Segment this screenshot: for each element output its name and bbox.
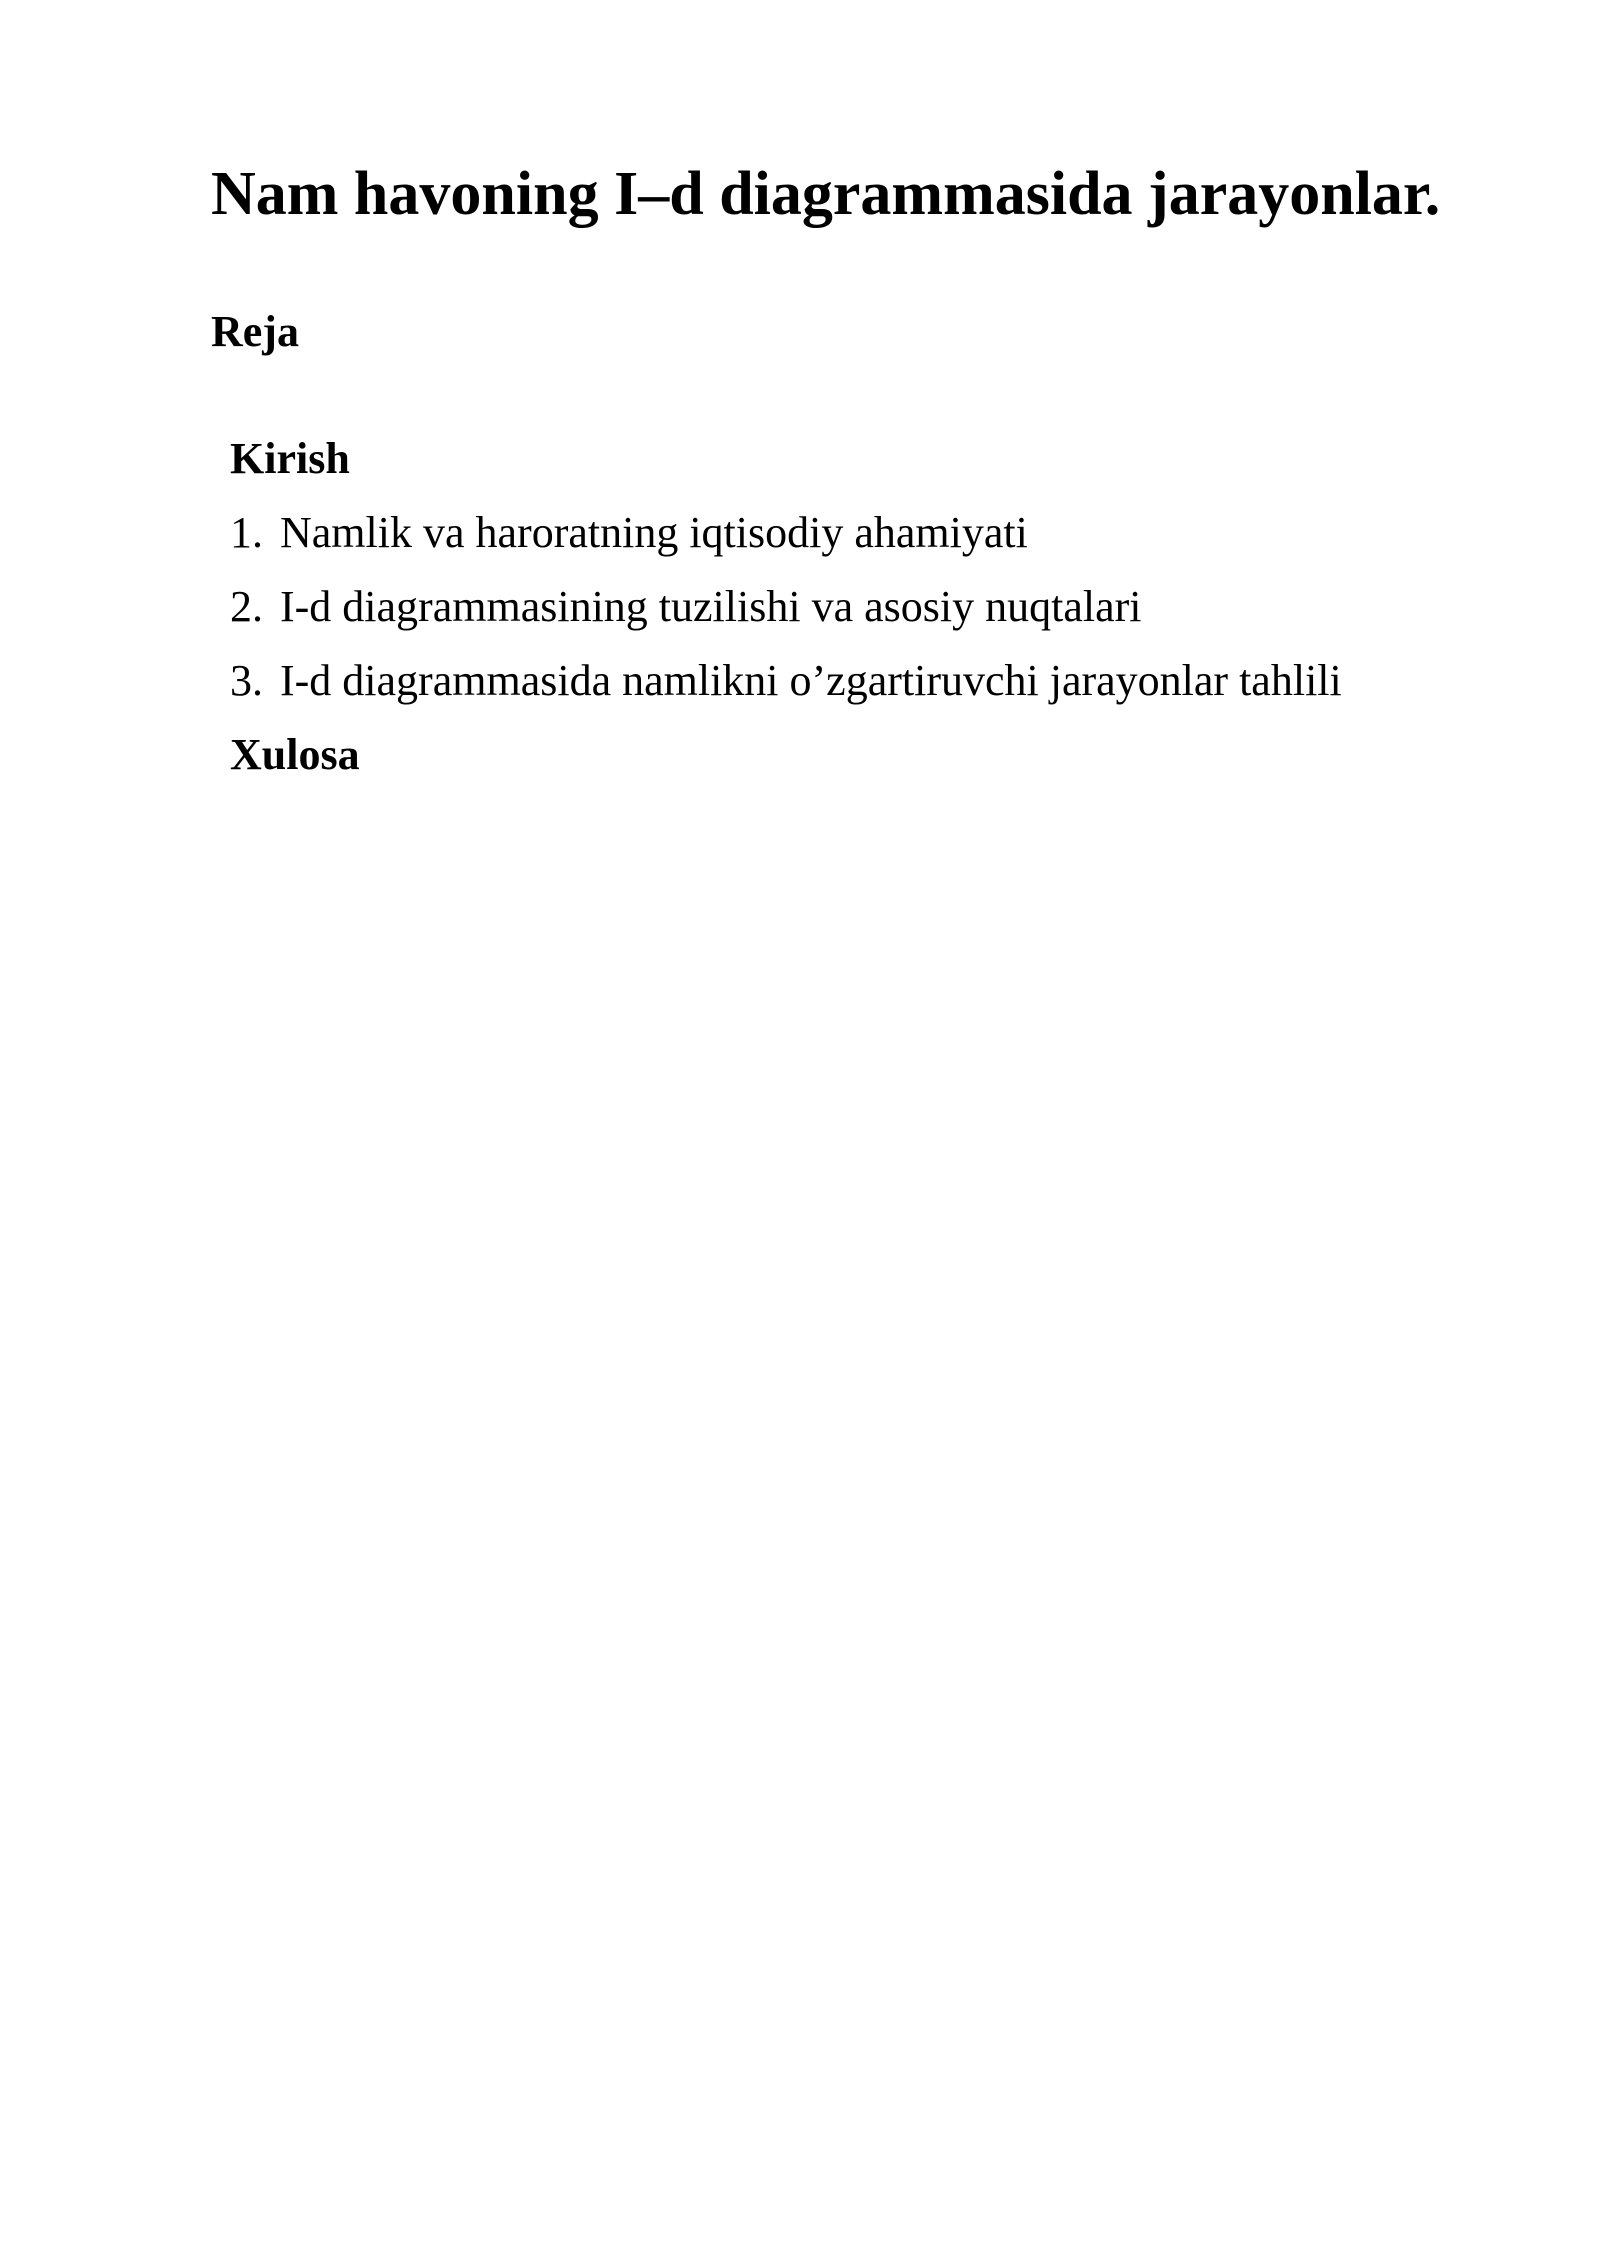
plan-item-number: 1.: [230, 508, 263, 557]
plan-item-text: Namlik va haroratning iqtisodiy ahamiyati: [280, 508, 1028, 557]
plan-heading: Reja: [211, 307, 299, 356]
plan-conclusion: Xulosa: [230, 730, 360, 779]
plan-item-2: [230, 570, 1342, 644]
document-title: Nam havoning I–d diagrammasida jarayonlar.: [211, 160, 1441, 228]
plan-item-number: 2.: [230, 582, 263, 631]
plan-item-text: I-d diagrammasida namlikni o’zgartiruvchi jarayonlar tahlili: [280, 656, 1342, 705]
plan-intro: Kirish: [230, 434, 350, 483]
plan-item-text: I-d diagrammasining tuzilishi va asosiy nuqtalari: [280, 582, 1142, 631]
plan-item-3: [230, 644, 1342, 718]
plan-item-number: 3.: [230, 656, 263, 705]
plan-list: [230, 422, 1342, 792]
plan-item-1: [230, 496, 1342, 570]
